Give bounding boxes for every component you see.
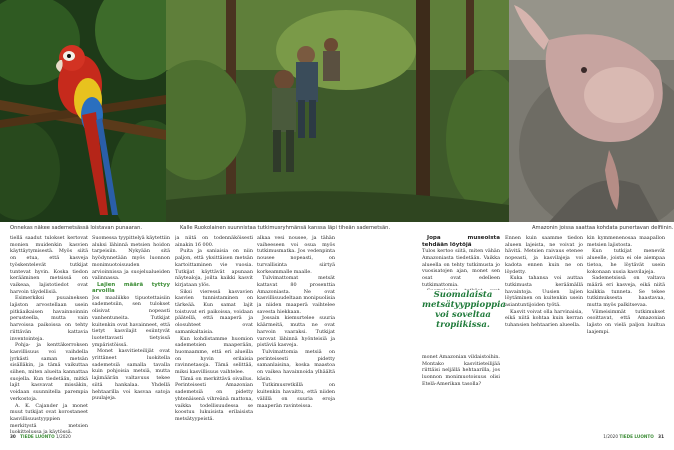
- pink-dolphin-photo: [509, 0, 674, 222]
- text-column-6-bottom: [422, 354, 500, 388]
- paragraph: Jos maaliikko tipuotettaisiin sademetsiin, sen tulokset olisivat nopeasti vanhentuneita. Tutkijat kuitenkin ovat havainneet, että tietyt kasvilajit esiintyvät luotettavasti tietyissä ympäristöissä.: [92, 294, 170, 348]
- parrot-photo: [0, 0, 166, 222]
- paragraph: A. K. Cajander ja monet muut tutkijat ovat korostaneet kasvillisuustyyppien merkitystä metsien luokittelussa ja käytössä.: [10, 402, 88, 435]
- text-column-7: [505, 235, 583, 435]
- paragraph: monet Amazonian vildaistoihin. Montako kasvitieteilijää riittäisi neljällä hehtaarilla, jos luonnon monimuotoisuus olisi Etelä-Amerikan tasolla?: [422, 354, 500, 387]
- paragraph: Monet kasvitieteilijät ovat yrittäneet luokitella sademetsiä samalla tavalla kuin pohjoisia metsiä, mutta lajimäärän valtavuus tekee siitä hankalaa. Yhdellä hehtaarilla voi kasvaa satoja puulajeja.: [92, 348, 170, 402]
- magazine-name: TIEDE LUONTO: [619, 434, 654, 439]
- caption-parrot: Onnekas näkee sademetsässä loistavan punaaran.: [10, 225, 143, 231]
- paragraph: Tulvimattomat metsät kattavat 80 prosenttia Amazoniasta. Ne ovat kasvillisuudeltaan monipuolisia ja niiden maaperä vaihtelee savesta hiekkaan.: [257, 275, 335, 315]
- paragraph: Pohja- ja kenttäkerroksen kasvillisuus voi vaihdella jyrkästi saman metsän sisälläkin, ja tämä vaikuttaa siihen, miten alueita kannattaa suojella. Kun tiedetään, mitkä lajit kasvavat missäkin, voidaan suunnitella parempia verkostoja.: [10, 342, 88, 402]
- section-heading: Jopa museoista tehdään löytöjä: [422, 235, 500, 248]
- text-column-6: [422, 235, 500, 290]
- paragraph: Puita ja saniaisia on niin paljon, että yksittäisen metsän kartoittaminen vie vuosia. Tutkijat käyttävät apunaan näytealoja, joilta kaikki kasvit kirjataan ylös.: [175, 248, 253, 288]
- paragraph: alkaa vesi nousee, ja tähän vaiheeseen voi osua myös tutkimusmatka. Jos vedenpinta nousee nopeasti, on turvallisinta siirtyä korkeammalle maalle.: [257, 235, 335, 275]
- issue-number: 1/2020: [56, 434, 71, 439]
- paragraph: ja niitä on todennäköisesti ainakin 16 000.: [175, 235, 253, 248]
- caption-jungle: Kalle Ruokolainen suunnistaa tutkimusryhmänsä kanssa läpi tiheän sademetsän.: [180, 225, 391, 231]
- paragraph: kin kymmenenosaa maapallon metsien lajistosta.: [587, 235, 665, 248]
- page-footer-right: [603, 432, 664, 442]
- paragraph: Kun kohdistamme huomion sademetsien maaperään, huomaamme, että eri alueilla on hyvin erilaisia ravinnetasoja. Tämä selittää, miksi kasvillisuus vaihtelee.: [175, 335, 253, 376]
- magazine-name: TIEDE LUONTO: [20, 434, 55, 439]
- page-number: 31: [658, 434, 664, 439]
- caption-dolphin: Amazonin joissa saattaa kohdata punertavan delfiinin.: [532, 225, 674, 231]
- paragraph: Tulvimattomia metsiä on perinteisesti pidetty samanlaisina, koska maastoa on vaikea havainnoida ylhäältä käsin.: [257, 348, 335, 382]
- page-footer-left: [10, 432, 71, 442]
- text-column-3: [175, 235, 253, 435]
- page-number: 30: [10, 434, 16, 439]
- paragraph: Ennen kuin saamme tiedon alueen lajeista, ne voivat jo hävitä. Metsien raivaus etenee nopeasti, ja kasvilajeja voi kadota ennen kuin ne on löydetty.: [505, 235, 583, 275]
- issue-number: 1/2020: [603, 434, 618, 439]
- text-column-4: [257, 235, 335, 435]
- paragraph: Kun tutkijat menevät alueelle, joista ei ole aiempaa tietoa, he löytävät usein kokonaan uusia kasvilajeja.: [587, 248, 665, 275]
- paragraph: Jossain kiemurtelee suuria käärmeitä, mutta ne ovat harvoin vaaraksi. Tutkijat varovat lähinnä hyönteisiä ja pistäviä kasveja.: [257, 315, 335, 349]
- paragraph: Viimeisimmät tutkimukset osoittavat, että Amazonian lajisto on vielä paljon luultua laajempi.: [587, 308, 665, 335]
- pull-quote: Suomalaista metsätyyppioppia voi soveltaa tropiikissa.: [422, 290, 506, 330]
- paragraph: Sademetsissä on valtava määrä eri kasveja, eikä niitä kaikkia tunneta. Se tekee tutkimuksesta haastavaa, mutta myös palkitsevaa.: [587, 275, 665, 309]
- paragraph: Suomessa tyypittelyä käytettiin aluksi lähinnä metsien hoidon tarpeisiin. Nykyään sitä hyödynnetään myös luonnon monimuotoisuuden arvioinnissa ja suojelualueiden valinnassa.: [92, 235, 170, 282]
- paragraph: Tutkimusretkillä on kuitenkin havaittu, että niiden välillä on suuria eroja maaperän ravinteissa.: [257, 382, 335, 409]
- jungle-expedition-photo: [166, 0, 509, 222]
- text-column-2: [92, 235, 170, 435]
- text-column-1: [10, 235, 88, 435]
- paragraph: tiellä saadut tulokset kertovat monien muidenkin kasvien käyttäytymisestä. Myös siitä on etua, että kasveja työskentelevät tutkijat tuntevat hyvin. Koska tiedon kerääminen metsissä on vaikeaa, lajistotiedot ovat harvoin täydellisiä.: [10, 235, 88, 295]
- paragraph: Esimerkiksi puuaineksen lajiston arvostellaan usein pitkäaikaisen havainnoinnin perusteella, mutta vain harvoissa paikoissa on tehty riittävän kattavia inventointeja.: [10, 295, 88, 342]
- paragraph: Siksi vieressä kasvavien kasvien tunnistaminen on tärkeää. Kun samat lajit toistuvat eri paikoissa, voidaan päätellä, että maaperä ja olosuhteet ovat samankaltaisia.: [175, 288, 253, 335]
- text-column-8: [587, 235, 665, 435]
- subheading: Lajien määrä tyttyy arvoilla: [92, 281, 170, 295]
- paragraph: Tämä on merkittävä oivallus. Perinteisesti Amazonian sademetsiä on pidetty yhtenäisenä vihreänä mattona, vaikka todellisuudessa se koostuu lukuisista erilaisista metsätyypeistä.: [175, 375, 253, 422]
- paragraph: Tulos kertoo siitä, miten vähän Amazoniasta tiedetään. Vaikka alueella on tehty tutkimusta jo vuosisatojen ajan, monet sen osat ovat edelleen tutkimattomia.: [422, 248, 500, 288]
- paragraph: Kuka tahansa voi auttaa tutkimusta keräämällä havaintoja. Uusien lajien löytäminen on kuitenkin usein asiantuntijoiden työtä.: [505, 275, 583, 309]
- paragraph: Kasvit voivat olla harvinaisia, eikä niitä kohtaa kuin kerran tuhansien hehtaarien alueella.: [505, 308, 583, 329]
